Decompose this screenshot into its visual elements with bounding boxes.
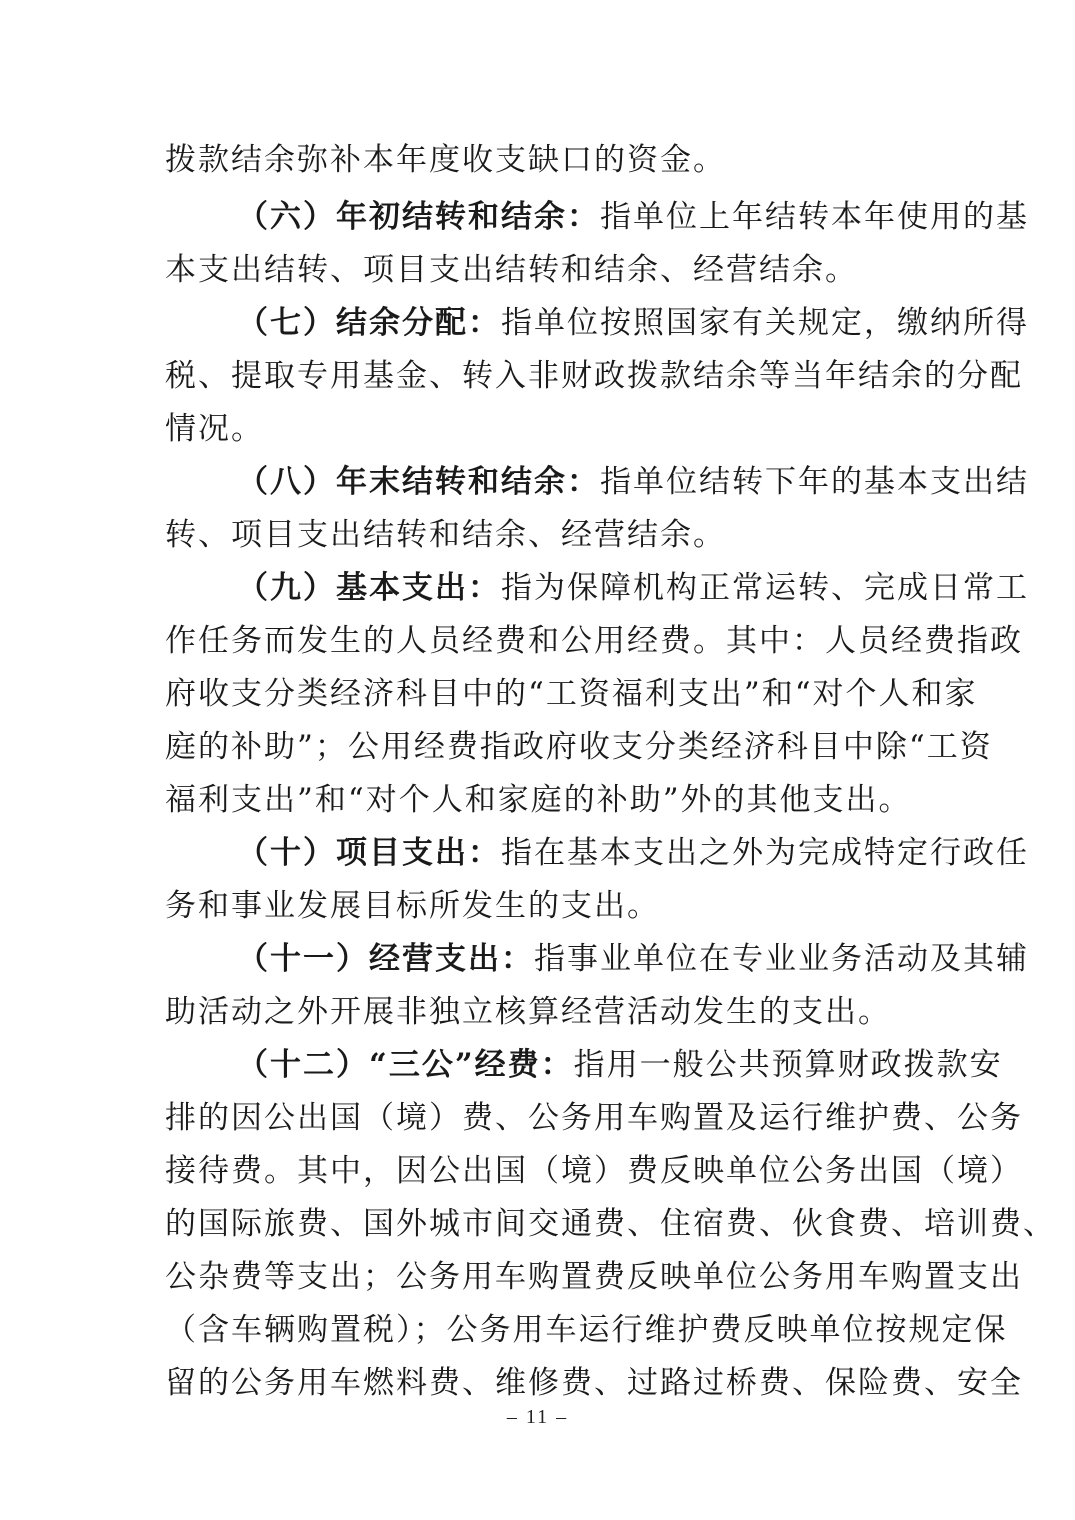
text-line: 排的因公出国（境）费、公务用车购置及运行维护费、公务 — [165, 1100, 1023, 1136]
paragraph-line — [237, 826, 1029, 880]
text-line: 府收支分类经济科目中的“工资福利支出”和“对个人和家 — [165, 676, 978, 712]
term-definition: 指在基本支出之外为完成特定行政任 — [501, 835, 1029, 871]
text-line: 庭的补助”；公用经费指政府收支分类经济科目中除“工资 — [165, 729, 993, 765]
term-heading: （九）基本支出： — [237, 570, 501, 606]
term-definition: 指用一般公共预算财政拨款安 — [573, 1047, 1003, 1083]
text-line: （含车辆购置税）；公务用车运行维护费反映单位按规定保 — [165, 1312, 1008, 1348]
term-heading: （十）项目支出： — [237, 835, 501, 871]
text-line: 转、项目支出结转和结余、经营结余。 — [165, 517, 726, 553]
text-line: 情况。 — [165, 411, 264, 447]
term-heading: （八）年末结转和结余： — [237, 464, 600, 500]
term-heading: （十一）经营支出： — [237, 941, 534, 977]
term-definition: 指事业单位在专业业务活动及其辅 — [534, 941, 1029, 977]
paragraph-line — [237, 296, 1029, 350]
text-line: 留的公务用车燃料费、维修费、过路过桥费、保险费、安全 — [165, 1365, 1023, 1401]
term-heading: （六）年初结转和结余： — [237, 199, 600, 235]
text-line: 的国际旅费、国外城市间交通费、住宿费、伙食费、培训费、 — [165, 1206, 1056, 1242]
text-line: 福利支出”和“对个人和家庭的补助”外的其他支出。 — [165, 782, 912, 818]
term-heading: （十二）“三公”经费： — [237, 1047, 574, 1083]
term-definition: 指单位上年结转本年使用的基 — [600, 199, 1029, 235]
paragraph-line — [237, 561, 1029, 615]
paragraph-line — [237, 190, 1029, 244]
paragraph-line — [237, 455, 1029, 509]
text-line: 作任务而发生的人员经费和公用经费。其中：人员经费指政 — [165, 623, 1023, 659]
text-line: 本支出结转、项目支出结转和结余、经营结余。 — [165, 252, 858, 288]
text-line: 公杂费等支出；公务用车购置费反映单位公务用车购置支出 — [165, 1259, 1023, 1295]
text-line: 拨款结余弥补本年度收支缺口的资金。 — [165, 142, 726, 178]
text-line: 助活动之外开展非独立核算经营活动发生的支出。 — [165, 994, 891, 1030]
paragraph-line — [237, 1038, 1003, 1092]
term-definition: 指单位按照国家有关规定，缴纳所得 — [501, 305, 1029, 341]
paragraph-line — [237, 932, 1029, 986]
text-line: 接待费。其中，因公出国（境）费反映单位公务出国（境） — [165, 1153, 1023, 1189]
text-line: 税、提取专用基金、转入非财政拨款结余等当年结余的分配 — [165, 358, 1023, 394]
term-definition: 指单位结转下年的基本支出结 — [600, 464, 1029, 500]
text-line: 务和事业发展目标所发生的支出。 — [165, 888, 660, 924]
term-heading: （七）结余分配： — [237, 305, 501, 341]
term-definition: 指为保障机构正常运转、完成日常工 — [501, 570, 1029, 606]
page-number: – 11 – — [506, 1406, 569, 1428]
